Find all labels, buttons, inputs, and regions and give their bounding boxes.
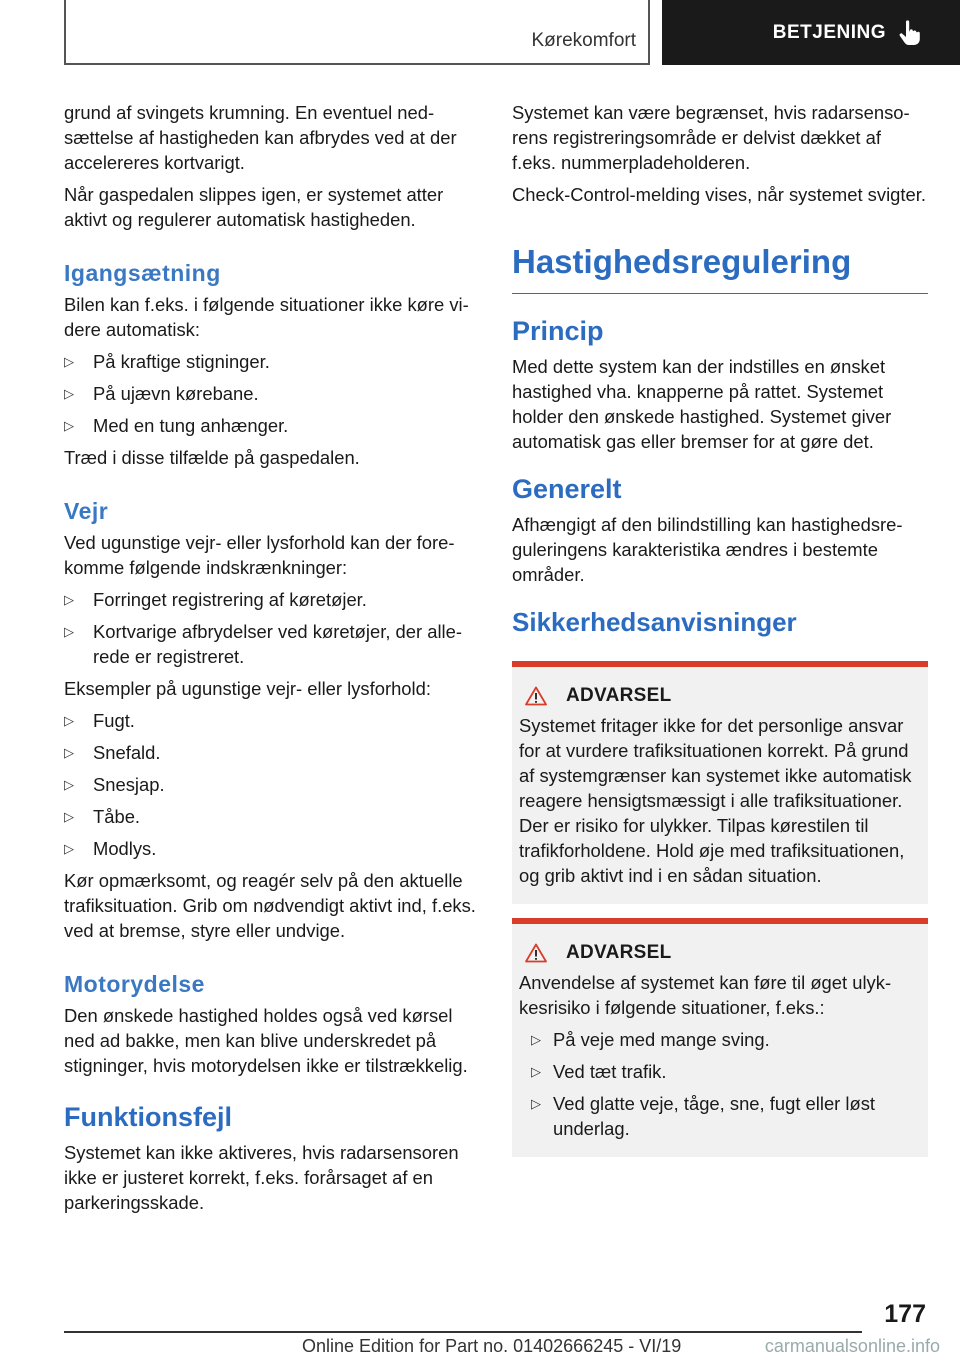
list-item: ▷ På ujævn kørebane. — [64, 383, 259, 404]
paragraph: Når gaspedalen slippes igen, er systemet atter aktivt og regulerer automatisk hastigheden. — [64, 184, 444, 230]
paragraph: grund af svingets krumning. En eventuel nedsættelse af hastigheden kan afbrydes ved at der accelereres kortvarigt. — [64, 102, 457, 173]
bullet-list — [519, 1027, 920, 1141]
paragraph: Træd i disse tilfælde på gaspedalen. — [64, 447, 360, 468]
warning-header — [519, 685, 920, 707]
paragraph: Check-Control-melding vises, når systemet svigter. — [512, 184, 926, 205]
triangle-bullet-icon: ▷ — [64, 745, 74, 760]
triangle-bullet-icon: ▷ — [64, 418, 74, 433]
list-item: ▷ Ved glatte veje, tåge, sne, fugt eller løst underlag. — [531, 1093, 876, 1139]
list-item: ▷ Snesjap. — [64, 774, 165, 795]
heading-generelt: Generelt — [512, 474, 622, 504]
triangle-bullet-icon: ▷ — [64, 386, 74, 401]
list-item: ▷ Modlys. — [64, 838, 157, 859]
footer-edition: Online Edition for Part no. 01402666245 - VI/19 — [302, 1336, 682, 1356]
list-item: ▷ Tåbe. — [64, 806, 141, 827]
heading-igangsaetning: Igangsætning — [64, 260, 221, 286]
warning-header — [519, 942, 920, 964]
paragraph: Systemet kan være begrænset, hvis radarsensorens registreringsområde er delvist dækket af f.eks. nummerpladeholderen. — [512, 102, 910, 173]
list-item: ▷ Fugt. — [64, 710, 135, 731]
paragraph: Afhængigt af den bilindstilling kan hastighedsreguleringens karakteristika ændres i bestemte områder. — [512, 514, 903, 585]
chapter-tab[interactable] — [662, 0, 960, 65]
triangle-bullet-icon: ▷ — [64, 809, 74, 824]
paragraph: Ved ugunstige vejr- eller lysforhold kan der forekomme følgende indskrænkninger: — [64, 532, 455, 578]
warning-triangle-icon — [525, 943, 547, 963]
list-item: ▷ Snefald. — [64, 742, 161, 763]
triangle-bullet-icon: ▷ — [64, 624, 74, 639]
header-divider-right — [648, 0, 650, 64]
main-heading: Hastighedsregulering — [512, 241, 928, 294]
list-item: ▷ Med en tung anhænger. — [64, 415, 289, 436]
warning-triangle-icon — [525, 686, 547, 706]
triangle-bullet-icon: ▷ — [64, 354, 74, 369]
right-column — [512, 100, 928, 1157]
triangle-bullet-icon: ▷ — [64, 713, 74, 728]
bullet-list — [64, 587, 482, 669]
triangle-bullet-icon: ▷ — [64, 841, 74, 856]
warning-label: ADVARSEL — [566, 942, 672, 963]
heading-motorydelse: Motorydelse — [64, 971, 205, 997]
paragraph: Bilen kan f.eks. i følgende situationer ikke køre videre automatisk: — [64, 294, 469, 340]
heading-princip: Princip — [512, 316, 604, 346]
paragraph: Eksempler på ugunstige vejr- eller lysforhold: — [64, 678, 431, 699]
list-item: ▷ Ved tæt trafik. — [531, 1061, 667, 1082]
chapter-title: BETJENING — [772, 21, 886, 43]
triangle-bullet-icon: ▷ — [64, 777, 74, 792]
footer-rule — [64, 1331, 862, 1333]
page-number: 177 — [884, 1300, 926, 1328]
heading-funktionsfejl: Funktionsfejl — [64, 1102, 232, 1132]
paragraph: Kør opmærksomt, og reagér selv på den aktuelle trafiksituation. Grib om nødvendigt aktivt ind, f.eks. ved at bremse, styre eller undvige. — [64, 870, 476, 941]
header-underline — [64, 63, 650, 65]
warning-label: ADVARSEL — [566, 685, 672, 706]
section-title: Kørekomfort — [531, 30, 636, 51]
paragraph: Den ønskede hastighed holdes også ved kørsel ned ad bakke, men kan blive underskredet på stigninger, hvis motorydelsen ikke er tilstrækkelig. — [64, 1005, 468, 1076]
paragraph: Med dette system kan der indstilles en ønsket hastighed vha. knapperne på rattet. Systemet holder den ønskede hastighed. Systemet giver automatisk gas eller bremser for at gøre det. — [512, 356, 892, 452]
heading-vejr: Vejr — [64, 498, 109, 524]
warning-box — [512, 661, 928, 904]
list-item: ▷ På kraftige stigninger. — [64, 351, 270, 372]
warning-text: Systemet fritager ikke for det personlige ansvar for at vurdere trafiksituationen korrekt. På grund af systemgrænser kan systemet ikke automatisk reagere hensigtsmæssigt i alle trafiksituationer. Der er risiko for ulykker. Tilpas kørestilen til trafikforholdene. Hold øje med trafiksituationen, og grib aktivt ind i en sådan situation. — [519, 715, 912, 886]
bullet-list — [64, 349, 482, 438]
triangle-bullet-icon: ▷ — [531, 1096, 541, 1111]
paragraph: Systemet kan ikke aktiveres, hvis radarsensoren ikke er justeret korrekt, f.eks. forårsaget af en parkeringsskade. — [64, 1142, 459, 1213]
warning-text: Anvendelse af systemet kan føre til øget ulykkesrisiko i følgende situationer, f.eks.: — [519, 972, 892, 1018]
watermark: carmanualsonline.info — [764, 1336, 940, 1356]
list-item: ▷ På veje med mange sving. — [531, 1029, 770, 1050]
triangle-bullet-icon: ▷ — [64, 592, 74, 607]
warning-box — [512, 918, 928, 1157]
triangle-bullet-icon: ▷ — [531, 1064, 541, 1079]
left-column — [64, 100, 482, 1222]
bullet-list — [64, 708, 482, 861]
heading-sikkerhedsanvisninger: Sikkerhedsanvisninger — [512, 607, 797, 637]
triangle-bullet-icon: ▷ — [531, 1032, 541, 1047]
list-item: ▷ Kortvarige afbrydelser ved køretøjer, der allerede er registreret. — [64, 621, 462, 667]
list-item: ▷ Forringet registrering af køretøjer. — [64, 589, 367, 610]
hand-pointer-icon — [898, 20, 920, 46]
